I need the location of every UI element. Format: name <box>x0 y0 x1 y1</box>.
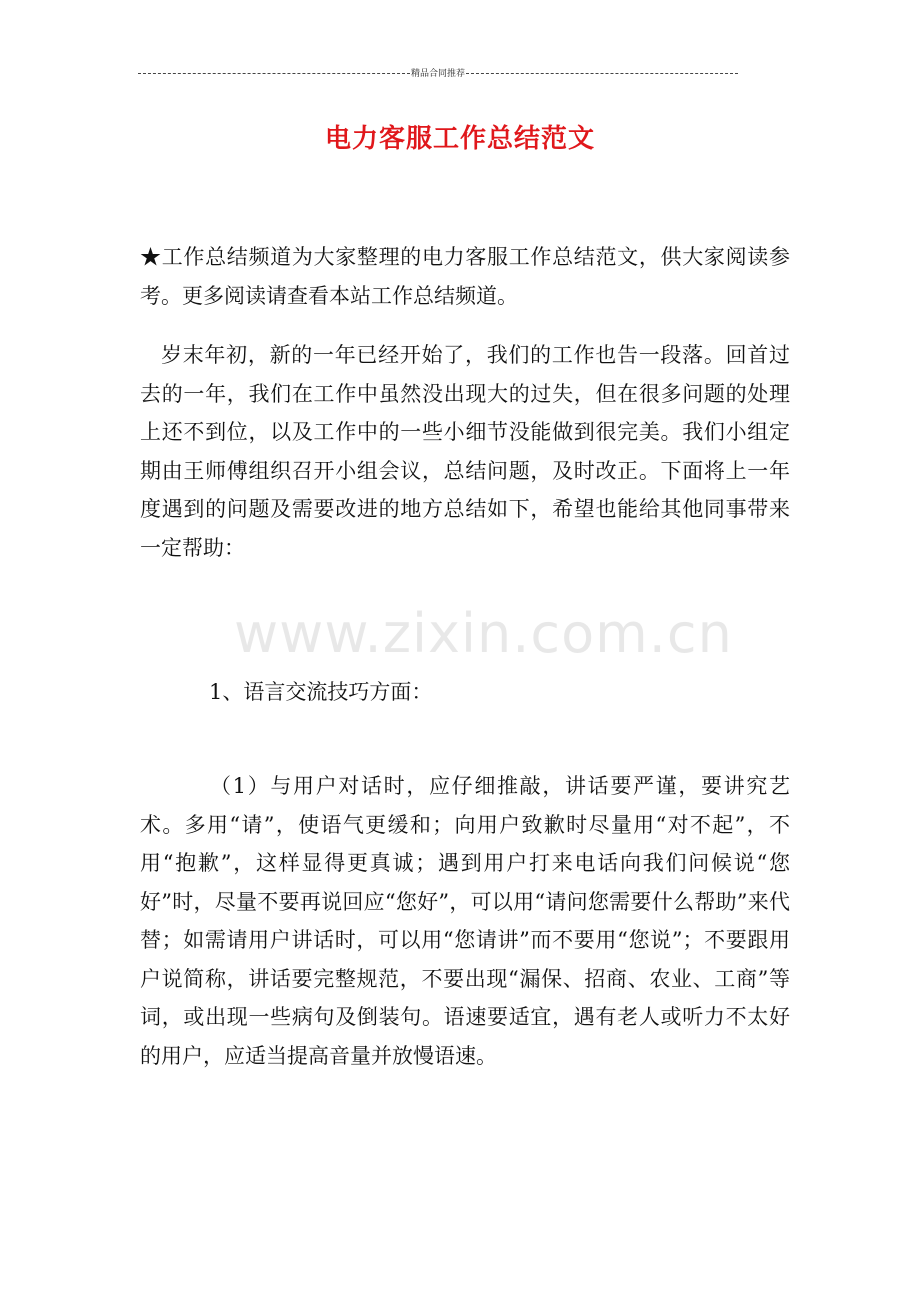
intro-paragraph: ★工作总结频道为大家整理的电力客服工作总结范文，供大家阅读参考。更多阅读请查看本站工作总结频道。 <box>140 245 790 308</box>
header-label: 精品合同推荐 <box>411 69 466 79</box>
watermark-text: www.zixin.com.cn <box>234 602 733 665</box>
section-heading: 1、语言交流技巧方面： <box>209 680 433 704</box>
paragraph-1: 岁末年初，新的一年已经开始了，我们的工作也告一段落。回首过去的一年，我们在工作中虽然没出现大的过失，但在很多问题的处理上还不到位，以及工作中的一些小细节没能做到很完美。我们小组定期由王师傅组织召开小组会议，总结问题，及时改正。下面将上一年度遇到的问题及需要改进的地方总结如下，希望也能给其他同事带来一定帮助： <box>140 343 790 560</box>
header-dash-right <box>466 73 738 74</box>
page-header <box>138 66 738 79</box>
paragraph-2: （1）与用户对话时，应仔细推敲，讲话要严谨，要讲究艺术。多用“请”，使语气更缓和；向用户致歉时尽量用“对不起”，不用“抱歉”，这样显得更真诚；遇到用户打来电话向我们问候说“您好”时，尽量不要再说回应“您好”，可以用“请问您需要什么帮助”来代替；如需请用户讲话时，可以用“您请讲”而不要用“您说”；不要跟用户说简称，讲话要完整规范，不要出现“漏保、招商、农业、工商”等词，或出现一些病句及倒装句。语速要适宜，遇有老人或听力不太好的用户，应适当提高音量并放慢语速。 <box>140 774 790 1068</box>
header-dash-left <box>138 73 410 74</box>
document-title: 电力客服工作总结范文 <box>324 124 595 154</box>
